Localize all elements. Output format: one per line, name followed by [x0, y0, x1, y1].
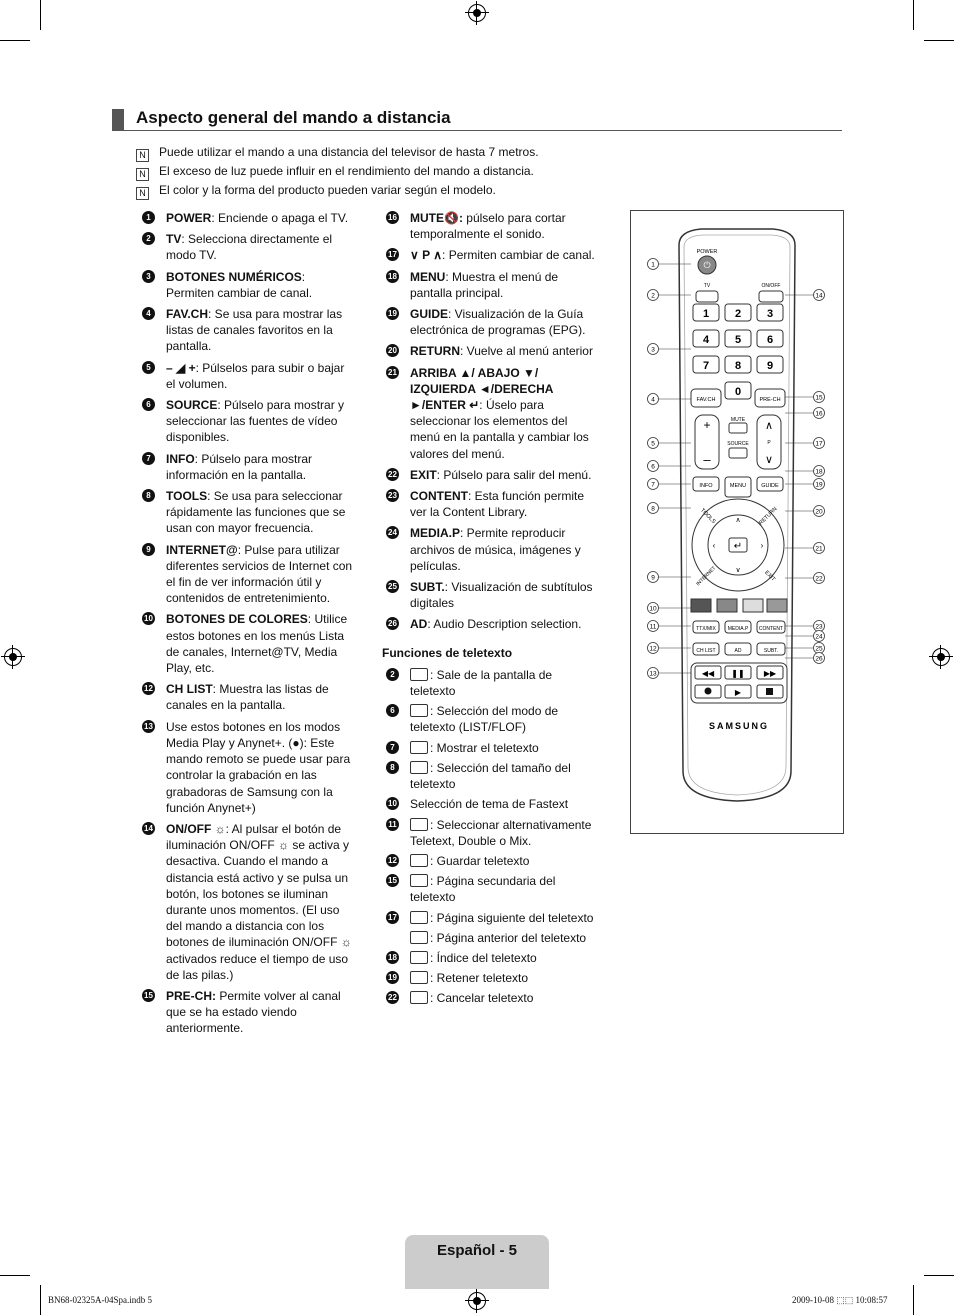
- item-number-badge: 17: [386, 248, 399, 261]
- enter-icon: ↵: [733, 541, 743, 552]
- item-number-badge: 3: [142, 270, 155, 283]
- callout-number: 1: [651, 261, 655, 269]
- power-label: POWER: [696, 249, 718, 255]
- item-number-badge: 18: [386, 270, 399, 283]
- callout-number: 22: [815, 575, 823, 583]
- list-item: [138, 488, 356, 537]
- item-key: MEDIA.P: [410, 526, 461, 541]
- item-description: : Guardar teletexto: [430, 853, 530, 868]
- item-description: : Púlselo para mostrar y seleccionar las fuentes de vídeo disponibles.: [166, 398, 345, 445]
- crop-mark: [924, 40, 954, 41]
- channel-down-icon: ∨: [764, 454, 774, 466]
- list-item: [138, 719, 356, 816]
- source-button[interactable]: [729, 448, 747, 458]
- digit-label: 5: [734, 334, 742, 346]
- mute-label: MUTE: [730, 417, 746, 423]
- digit-label: 6: [766, 334, 774, 346]
- list-item: [138, 397, 356, 446]
- item-key: MUTE🔇:: [410, 211, 463, 225]
- callout-number: 4: [651, 396, 655, 404]
- list-item: [382, 740, 600, 756]
- title-divider: [112, 130, 842, 131]
- rewind-icon: ◀◀: [701, 669, 715, 678]
- item-number-badge: 11: [386, 818, 399, 831]
- list-item: [138, 988, 356, 1037]
- item-key: BOTONES DE COLORES: [166, 612, 308, 627]
- teletext-key-icon: [410, 874, 428, 887]
- registration-mark-icon: [932, 648, 950, 666]
- callout-number: 10: [649, 605, 657, 613]
- callout-number: 5: [651, 440, 655, 448]
- note: N Puede utilizar el mando a una distancia del televisor de hasta 7 metros.: [136, 145, 539, 162]
- item-number-badge: 2: [386, 668, 399, 681]
- callout-number: 23: [815, 623, 823, 631]
- list-item: [138, 210, 356, 226]
- item-number-badge: 10: [386, 797, 399, 810]
- subt-label: SUBT.: [763, 648, 779, 654]
- item-description: : Púlselo para mostrar información en la pantalla.: [166, 451, 313, 482]
- list-item: [382, 616, 600, 632]
- ttx-mix-label: TTX/MIX: [696, 626, 716, 632]
- item-number-badge: 13: [142, 720, 155, 733]
- item-number-badge: 5: [142, 361, 155, 374]
- callout-number: 20: [815, 508, 823, 516]
- item-description: : Se usa para seleccionar rápidamente las funciones que se usan con mayor frecuencia.: [166, 489, 346, 536]
- callout-number: 26: [815, 655, 823, 663]
- tv-button[interactable]: [696, 291, 718, 302]
- imprint-right: 2009-10-08 ⬚⬚ 10:08:57: [792, 1295, 888, 1305]
- item-number-badge: 8: [142, 489, 155, 502]
- item-description: : Al pulsar el botón de iluminación ON/OFF ☼ se activa y desactiva. Cuando el mando a distancia está activo y se pulsa un botón, los botones se iluminan durante unos momentos. (El uso del mando a distancia con los botones de iluminación ON/OFF ☼ activados reduce el tiempo de uso de las pilas.): [166, 821, 352, 982]
- item-key: INFO: [166, 451, 195, 466]
- callout-number: 12: [649, 645, 657, 653]
- guide-label: GUIDE: [761, 483, 779, 489]
- callout-number: 19: [815, 481, 823, 489]
- callout-number: 3: [651, 346, 655, 354]
- item-key: ∨ P ∧: [410, 248, 443, 263]
- crop-mark: [924, 1275, 954, 1276]
- crop-mark: [913, 0, 914, 30]
- source-label: SOURCE: [727, 441, 749, 447]
- page-number: Español - 5: [436, 1242, 518, 1259]
- onoff-button[interactable]: [759, 291, 783, 302]
- list-item: [382, 760, 600, 792]
- crop-mark: [40, 0, 41, 30]
- button-list-column-1: [138, 210, 356, 1042]
- list-item: [382, 269, 600, 301]
- volume-down-icon: –: [703, 452, 711, 467]
- list-item: [382, 488, 600, 520]
- list-item: [382, 247, 600, 263]
- list-item: [138, 681, 356, 713]
- item-description: Use estos botones en los modos Media Play y Anynet+. (●): Este mando remoto se puede usar para controlar la grabación en las grabadoras de Samsung con la función Anynet+): [166, 719, 351, 815]
- item-number-badge: 19: [386, 971, 399, 984]
- item-description: : Esta función permite ver la Content Library.: [410, 489, 585, 520]
- callout-number: 8: [651, 505, 655, 513]
- item-number-badge: 22: [386, 468, 399, 481]
- list-item: [382, 970, 600, 986]
- item-description: : Selección del modo de teletexto (LIST/FLOF): [410, 704, 559, 735]
- item-key: FAV.CH: [166, 307, 209, 322]
- item-number-badge: 9: [142, 543, 155, 556]
- teletext-key-icon: [410, 991, 428, 1004]
- item-key: MENU: [410, 269, 446, 284]
- list-item: [138, 542, 356, 607]
- list-item: [382, 796, 600, 812]
- note-icon: N: [136, 149, 149, 162]
- item-description: : Selecciona directamente el modo TV.: [166, 232, 333, 263]
- item-key: ARRIBA ▲/ ABAJO ▼/ IZQUIERDA ◄/DERECHA ►/ENTER ↵: [410, 365, 553, 413]
- digit-label: 9: [766, 360, 774, 372]
- item-description: : Pulse para utilizar diferentes servicios de Internet con el fin de ver información útil y contenidos de entretenimiento.: [166, 542, 353, 606]
- list-item: [138, 611, 356, 676]
- title-bar-icon: [112, 109, 124, 131]
- item-number-badge: 14: [142, 822, 155, 835]
- tv-label: TV: [703, 283, 711, 289]
- teletext-key-icon: [410, 818, 428, 831]
- item-number-badge: 4: [142, 307, 155, 320]
- callout-number: 16: [815, 410, 823, 418]
- teletext-key-icon: [410, 761, 428, 774]
- item-key: PRE-CH:: [166, 988, 216, 1003]
- item-key: TOOLS: [166, 489, 208, 504]
- item-description: : Permite reproducir archivos de música, imágenes y películas.: [410, 526, 581, 573]
- teletext-key-icon: [410, 741, 428, 754]
- record-icon: [705, 688, 712, 695]
- list-item: [382, 817, 600, 849]
- item-number-badge: 2: [142, 232, 155, 245]
- item-number-badge: 6: [142, 398, 155, 411]
- list-item: [138, 451, 356, 483]
- arrow-down-icon: ∨: [735, 567, 741, 574]
- item-description: : Vuelve al menú anterior: [460, 344, 593, 359]
- item-description: : Púlselo para salir del menú.: [436, 467, 592, 482]
- item-key: SOURCE: [166, 398, 218, 413]
- onoff-label: ON/OFF: [761, 283, 781, 289]
- item-description: : Sale de la pantalla de teletexto: [410, 667, 553, 699]
- callout-number: 7: [651, 481, 655, 489]
- info-label: INFO: [699, 483, 713, 489]
- item-key: BOTONES NUMÉRICOS: [166, 269, 302, 284]
- item-key: CH LIST: [166, 682, 213, 697]
- list-item: [138, 269, 356, 301]
- item-description: : Audio Description selection.: [427, 617, 582, 632]
- item-key: AD: [410, 617, 428, 632]
- teletext-key-icon: [410, 911, 428, 924]
- button-list-column-2: [382, 210, 600, 1011]
- item-number-badge: 15: [142, 989, 155, 1002]
- item-description: : Mostrar el teletexto: [430, 740, 539, 755]
- note: N El exceso de luz puede influir en el rendimiento del mando a distancia.: [136, 164, 534, 181]
- mediap-label: MEDIA.P: [727, 626, 749, 632]
- item-description: : Página anterior del teletexto: [430, 930, 587, 945]
- mute-button[interactable]: [729, 423, 747, 433]
- item-number-badge: 12: [142, 682, 155, 695]
- item-number-badge: 26: [386, 617, 399, 630]
- arrow-right-icon: ›: [760, 541, 764, 550]
- teletext-key-icon: [410, 668, 428, 681]
- list-item: [382, 950, 600, 966]
- item-description: : Página siguiente del teletexto: [430, 910, 594, 925]
- color-button-yellow[interactable]: [743, 599, 763, 612]
- list-item: [382, 873, 600, 905]
- callout-number: 2: [651, 292, 655, 300]
- imprint-left: BN68-02325A-04Spa.indb 5: [48, 1295, 152, 1305]
- list-item: [382, 579, 600, 611]
- color-button-green[interactable]: [717, 599, 737, 612]
- item-key: GUIDE: [410, 307, 449, 322]
- item-description: : Púlselos para subir o bajar el volumen.: [166, 360, 345, 391]
- item-number-badge: 17: [386, 911, 399, 924]
- crop-mark: [0, 40, 30, 41]
- callout-number: 18: [815, 468, 823, 476]
- callout-number: 15: [815, 394, 823, 402]
- callout-number: 17: [815, 440, 823, 448]
- teletext-key-icon: [410, 854, 428, 867]
- list-item: [382, 667, 600, 699]
- fast-forward-icon: ▶▶: [763, 669, 777, 678]
- item-description: : Página secundaria del teletexto: [410, 874, 556, 905]
- item-description: Permite volver al canal que se ha estado viendo anteriormente.: [166, 988, 341, 1036]
- teletext-key-icon: [410, 971, 428, 984]
- item-number-badge: 15: [386, 874, 399, 887]
- channel-p-label: P: [767, 440, 771, 446]
- item-description: : Cancelar teletexto: [430, 991, 534, 1006]
- item-number-badge: 24: [386, 526, 399, 539]
- exit-label: EXIT: [763, 569, 777, 583]
- digit-label: 1: [702, 308, 710, 320]
- list-item: [382, 930, 600, 946]
- item-key: CONTENT: [410, 489, 468, 504]
- menu-label: MENU: [729, 483, 747, 489]
- brand-logo: SAMSUNG: [708, 721, 770, 731]
- digit-label: 4: [702, 334, 710, 346]
- page-title: Aspecto general del mando a distancia: [136, 108, 451, 127]
- item-description: : Enciende o apaga el TV.: [211, 211, 349, 225]
- item-key: RETURN: [410, 344, 460, 359]
- arrow-up-icon: ∧: [735, 517, 741, 524]
- prech-label: PRE-CH: [759, 397, 781, 403]
- item-number-badge: 10: [142, 612, 155, 625]
- list-item: [382, 467, 600, 483]
- item-number-badge: 1: [142, 211, 155, 224]
- list-item: [382, 990, 600, 1006]
- item-description: : Se usa para mostrar las listas de canales favoritos en la pantalla.: [166, 307, 343, 354]
- item-number-badge: 20: [386, 344, 399, 357]
- list-item: [382, 343, 600, 359]
- item-number-badge: 22: [386, 991, 399, 1004]
- volume-up-icon: +: [703, 418, 711, 432]
- callout-number: 25: [815, 645, 823, 653]
- item-description: : Muestra las listas de canales en la pantalla.: [166, 682, 329, 713]
- item-number-badge: 8: [386, 761, 399, 774]
- item-description: Selección de tema de Fastext: [410, 797, 569, 812]
- item-key: SUBT.: [410, 580, 445, 595]
- item-description: : Permiten cambiar de canal.: [442, 248, 595, 263]
- teletext-key-icon: [410, 951, 428, 964]
- callout-number: 24: [815, 633, 823, 641]
- list-item: [138, 360, 356, 392]
- color-button-blue[interactable]: [767, 599, 787, 612]
- registration-mark-icon: [4, 648, 22, 666]
- item-description: : Índice del teletexto: [430, 950, 537, 965]
- registration-mark-icon: [468, 1292, 486, 1310]
- item-number-badge: 18: [386, 951, 399, 964]
- callout-number: 21: [815, 545, 823, 553]
- list-item: [382, 365, 600, 462]
- item-description: : Visualización de la Guía electrónica de programas (EPG).: [410, 307, 586, 338]
- arrow-left-icon: ‹: [712, 541, 716, 550]
- item-number-badge: 19: [386, 307, 399, 320]
- callout-number: 13: [649, 670, 657, 678]
- item-description: : Utilice estos botones en los menús Lista de canales, Internet@TV, Media Play, etc.: [166, 612, 348, 676]
- item-key: – ◢ +: [166, 360, 196, 375]
- item-key: INTERNET@: [166, 542, 238, 557]
- pause-icon: ❚❚: [731, 669, 745, 678]
- teletext-key-icon: [410, 931, 428, 944]
- internet-label: INTERNET: [695, 565, 718, 588]
- list-item: [382, 525, 600, 574]
- callout-number: 14: [815, 292, 823, 300]
- callout-number: 6: [651, 463, 655, 471]
- crop-mark: [913, 1285, 914, 1315]
- item-description: : Visualización de subtítulos digitales: [410, 580, 593, 611]
- item-number-badge: 7: [386, 741, 399, 754]
- digit-label: 2: [734, 308, 742, 320]
- callout-number: 11: [649, 623, 657, 631]
- list-item: [138, 231, 356, 263]
- ad-label: AD: [734, 648, 742, 654]
- item-number-badge: 6: [386, 704, 399, 717]
- remote-illustration: [630, 210, 844, 834]
- item-number-badge: 12: [386, 854, 399, 867]
- stop-icon: [766, 688, 773, 695]
- crop-mark: [40, 1285, 41, 1315]
- item-number-badge: 16: [386, 211, 399, 224]
- item-number-badge: 25: [386, 580, 399, 593]
- item-description: : Retener teletexto: [430, 971, 529, 986]
- digit-label: 3: [766, 308, 774, 320]
- return-label: RETURN: [758, 506, 779, 527]
- crop-mark: [0, 1275, 30, 1276]
- note-icon: N: [136, 187, 149, 200]
- item-number-badge: 21: [386, 366, 399, 379]
- channel-up-icon: ∧: [764, 420, 774, 432]
- tools-label: TOOLS: [699, 507, 717, 525]
- list-item: [382, 910, 600, 926]
- list-item: [382, 853, 600, 869]
- item-description: púlselo para cortar temporalmente el sonido.: [410, 211, 566, 242]
- item-description: : Seleccionar alternativamente Teletext, Double o Mix.: [410, 817, 592, 848]
- item-description: : Selección del tamaño del teletexto: [410, 760, 571, 792]
- item-number-badge: 23: [386, 489, 399, 502]
- item-number-badge: 7: [142, 452, 155, 465]
- list-item: [382, 306, 600, 338]
- content-label: CONTENT: [758, 626, 784, 632]
- item-description: : Muestra el menú de pantalla principal.: [410, 269, 559, 300]
- list-item: [382, 703, 600, 735]
- item-description: : Permiten cambiar de canal.: [166, 269, 313, 300]
- item-key: EXIT: [410, 467, 437, 482]
- list-item: [138, 821, 356, 983]
- list-item: [382, 210, 600, 242]
- note-icon: N: [136, 168, 149, 181]
- list-item: [138, 306, 356, 355]
- teletext-heading: Funciones de teletexto: [382, 645, 513, 660]
- item-key: ON/OFF ☼: [166, 821, 226, 836]
- note: N El color y la forma del producto pueden variar según el modelo.: [136, 183, 496, 200]
- teletext-key-icon: [410, 704, 428, 717]
- chlist-label: CH LIST: [696, 648, 716, 654]
- digit-label: 7: [702, 360, 710, 372]
- power-icon: ⏻: [703, 260, 711, 270]
- play-icon: ▶: [734, 688, 742, 697]
- item-description: : Úselo para seleccionar los elementos del menú en la pantalla y cambiar los valores del menú.: [410, 398, 589, 461]
- digit-label: 0: [734, 386, 742, 398]
- item-key: TV: [166, 232, 182, 247]
- item-key: POWER: [166, 211, 212, 225]
- callout-number: 9: [651, 574, 655, 582]
- registration-mark-icon: [468, 4, 486, 22]
- digit-label: 8: [734, 360, 742, 372]
- favch-label: FAV.CH: [696, 397, 716, 403]
- color-button-red[interactable]: [691, 599, 711, 612]
